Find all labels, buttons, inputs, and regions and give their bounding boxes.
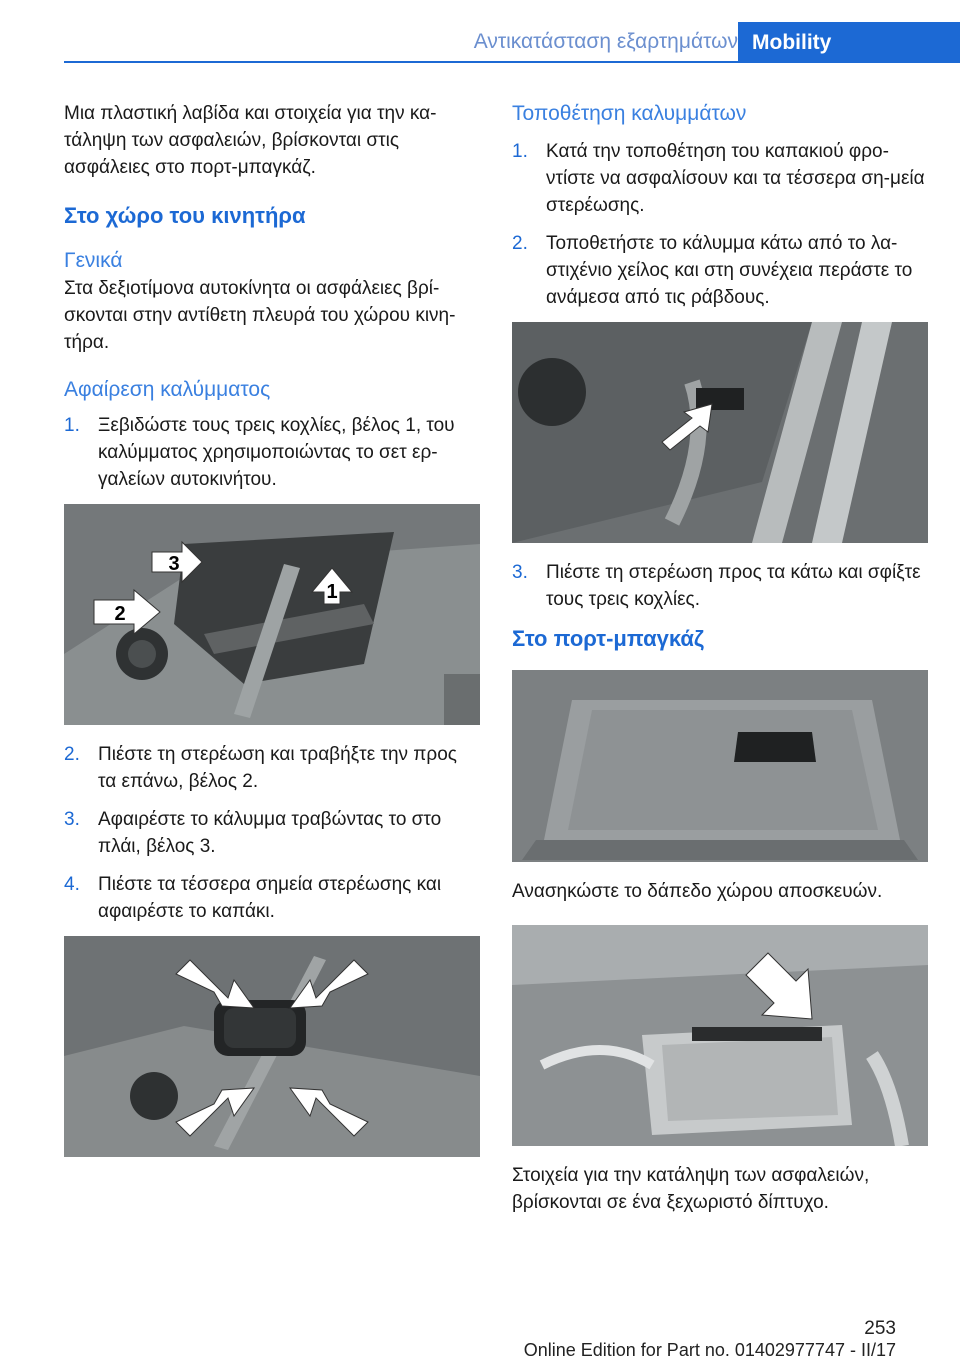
step-number: 3. xyxy=(64,809,80,830)
list-item xyxy=(512,559,928,613)
step-text: Ξεβιδώστε τους τρεις κοχλίες, βέλος 1, του καλύμματος χρησιμοποιώντας το σετ ερ‐γαλείων αυτοκινήτου. xyxy=(98,415,455,490)
arrow-label-2: 2 xyxy=(114,603,126,625)
step-number: 3. xyxy=(512,562,528,583)
tab-mobility[interactable]: Mobility xyxy=(738,22,960,63)
step-number: 4. xyxy=(64,874,80,895)
step-text: Πιέστε τα τέσσερα σημεία στερέωσης και αφαιρέστε το καπάκι. xyxy=(98,874,442,922)
install-steps-b xyxy=(512,559,928,613)
heading-engine-bay: Στο χώρο του κινητήρα xyxy=(64,203,306,228)
online-edition-note: Online Edition for Part no. 01402977747 - II/17 xyxy=(523,1340,896,1360)
general-text: Στα δεξιοτίμονα αυτοκίνητα οι ασφάλειες βρί‐σκονται στην αντίθετη πλευρά του χώρου κινη‐τήρα. xyxy=(64,278,456,353)
step-text: Τοποθετήστε το κάλυμμα κάτω από το λα‐στιχένιο χείλος και στη συνέχεια περάστε το ανάμεσα από τις ράβδους. xyxy=(546,233,913,308)
step-text: Πιέστε τη στερέωση προς τα κάτω και σφίξτε τους τρεις κοχλίες. xyxy=(546,562,921,610)
left-column xyxy=(64,100,480,1173)
removal-steps-a xyxy=(64,412,480,493)
heading-general: Γενικά xyxy=(64,249,123,272)
heading-cover-removal: Αφαίρεση καλύμματος xyxy=(64,378,271,401)
rubber-lip-photo xyxy=(512,322,928,543)
step-number: 1. xyxy=(512,141,528,162)
fuse-box-photo xyxy=(512,925,928,1146)
list-item xyxy=(64,871,480,925)
step-number: 1. xyxy=(64,415,80,436)
heading-install-covers: Τοποθέτηση καλυμμάτων xyxy=(512,102,747,125)
engine-cover-photo xyxy=(64,504,480,725)
removal-steps-b xyxy=(64,741,480,925)
list-item xyxy=(64,412,480,493)
trunk-floor-photo xyxy=(512,670,928,862)
page-number: 253 xyxy=(864,1318,896,1339)
step-number: 2. xyxy=(64,744,80,765)
step-number: 2. xyxy=(512,233,528,254)
list-item xyxy=(512,138,928,219)
intro-text: Μια πλαστική λαβίδα και στοιχεία για την κα‐τάληψη των ασφαλειών, βρίσκονται στις ασφάλειες στο πορτ-μπαγκάζ. xyxy=(64,103,437,178)
step-text: Πιέστε τη στερέωση και τραβήξτε την προς τα επάνω, βέλος 2. xyxy=(98,744,457,792)
header-rule xyxy=(64,61,960,63)
list-item xyxy=(64,741,480,795)
section-title: Αντικατάσταση εξαρτημάτων xyxy=(473,30,738,53)
arrow-label-1: 1 xyxy=(326,581,338,603)
fuse-info-text: Στοιχεία για την κατάληψη των ασφαλειών, βρίσκονται σε ένα ξεχωριστό δίπτυχο. xyxy=(512,1165,870,1213)
cover-clips-photo xyxy=(64,936,480,1157)
heading-trunk: Στο πορτ-μπαγκάζ xyxy=(512,626,705,651)
step-text: Αφαιρέστε το κάλυμμα τραβώντας το στο πλάι, βέλος 3. xyxy=(98,809,442,857)
right-column xyxy=(512,100,928,1236)
install-steps-a xyxy=(512,138,928,311)
list-item xyxy=(512,230,928,311)
arrow-label-3: 3 xyxy=(168,553,180,575)
trunk-instruction-text: Ανασηκώστε το δάπεδο χώρου αποσκευών. xyxy=(512,881,883,902)
list-item xyxy=(64,806,480,860)
step-text: Κατά την τοποθέτηση του καπακιού φρο‐ντίστε να ασφαλίσουν και τα τέσσερα ση‐μεία στερέωσης. xyxy=(546,141,925,216)
